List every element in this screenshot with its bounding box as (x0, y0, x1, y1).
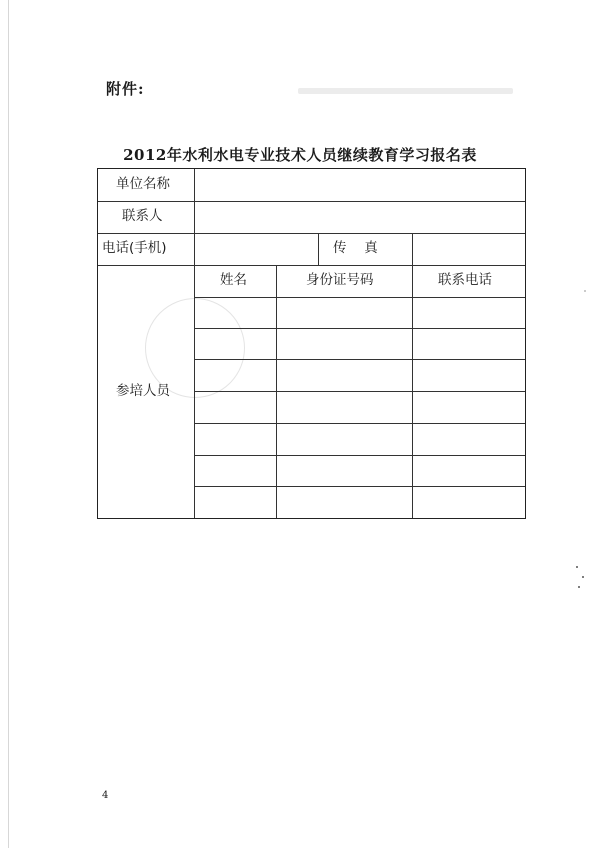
participant-id-cell[interactable] (280, 367, 408, 383)
form-title: 2012年水利水电专业技术人员继续教育学习报名表 (123, 146, 477, 164)
fax-label: 传 真 (333, 240, 378, 256)
scanned-page-edge (8, 0, 9, 848)
row-divider (194, 359, 525, 360)
participant-name-cell[interactable] (198, 305, 272, 321)
row-divider (194, 328, 525, 329)
participant-id-cell[interactable] (280, 431, 408, 447)
row-divider (194, 297, 525, 298)
scan-speck (576, 566, 578, 568)
participant-id-cell[interactable] (280, 336, 408, 352)
row-divider (194, 391, 525, 392)
fax-field[interactable] (420, 242, 520, 258)
participant-id-cell[interactable] (280, 305, 408, 321)
phone-field[interactable] (202, 242, 312, 258)
scan-artifact (298, 88, 513, 94)
participant-id-cell[interactable] (280, 494, 408, 510)
row-divider (98, 265, 525, 266)
participant-name-cell[interactable] (198, 431, 272, 447)
scan-speck (578, 586, 580, 588)
participant-name-cell[interactable] (198, 463, 272, 479)
participant-name-cell[interactable] (198, 336, 272, 352)
contact-person-field[interactable] (202, 210, 520, 226)
column-divider (276, 265, 277, 518)
column-divider (318, 233, 319, 265)
page-number: 4 (102, 790, 109, 801)
scan-speck (584, 290, 586, 292)
row-divider (194, 455, 525, 456)
participant-name-cell[interactable] (198, 494, 272, 510)
participant-id-cell[interactable] (280, 463, 408, 479)
row-divider (98, 233, 525, 234)
unit-name-field[interactable] (202, 178, 520, 194)
column-divider (412, 233, 413, 265)
scan-speck (582, 576, 584, 578)
participants-label: 参培人员 (116, 383, 170, 399)
column-header-contact-phone: 联系电话 (438, 272, 492, 288)
participant-phone-cell[interactable] (416, 494, 520, 510)
participant-phone-cell[interactable] (416, 399, 520, 415)
attachment-label: 附件: (106, 80, 145, 98)
participant-name-cell[interactable] (198, 399, 272, 415)
column-divider (412, 265, 413, 518)
participant-name-cell[interactable] (198, 367, 272, 383)
column-header-id-number: 身份证号码 (306, 272, 374, 288)
contact-person-label: 联系人 (122, 208, 163, 224)
phone-label: 电话(手机) (102, 240, 167, 256)
row-divider (98, 201, 525, 202)
participant-phone-cell[interactable] (416, 336, 520, 352)
column-divider (194, 169, 195, 518)
participant-phone-cell[interactable] (416, 305, 520, 321)
column-header-name: 姓名 (220, 272, 247, 288)
unit-name-label: 单位名称 (116, 176, 170, 192)
registration-form-table (97, 168, 526, 519)
row-divider (194, 423, 525, 424)
participant-id-cell[interactable] (280, 399, 408, 415)
participant-phone-cell[interactable] (416, 367, 520, 383)
participant-phone-cell[interactable] (416, 431, 520, 447)
participant-phone-cell[interactable] (416, 463, 520, 479)
row-divider (194, 486, 525, 487)
